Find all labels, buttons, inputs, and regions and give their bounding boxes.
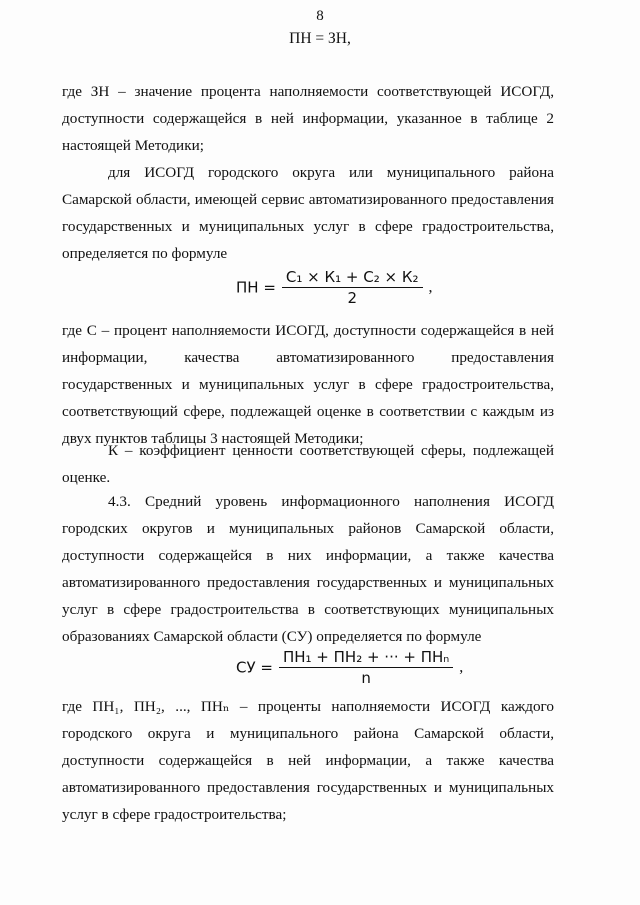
- formula-denominator: n: [361, 669, 371, 687]
- formula-fraction: [279, 648, 453, 687]
- paragraph-text: где ЗН – значение процента наполняемости соответствующей ИСОГД, доступности содержащейся в ней информации, указанное в таблице 2 настоящей Методики;: [62, 83, 554, 154]
- paragraph-text: для ИСОГД городского округа или муниципального района Самарской области, имеющей сервис автоматизированного предоставления государственных и муниципальных услуг в сфере градостроительства, определяется по формуле: [62, 164, 554, 262]
- paragraph-section-4-3: [62, 488, 554, 650]
- paragraph-text: где ПН₁, ПН₂, ..., ПНₙ – проценты наполняемости ИСОГД каждого городского округа и муниципального района Самарской области, доступности содержащейся в ней информации, а также качества автоматизированного предоставления государственных и муниципальных услуг в сфере градостроительства;: [62, 698, 554, 823]
- paragraph-text: где С – процент наполняемости ИСОГД, доступности содержащейся в ней информации, качества автоматизированного предоставления государственных и муниципальных услуг в сфере градостроительства, соответствующий сфере, подлежащей оценке в соответствии с каждым из двух пунктов таблицы 3 настоящей Методики;: [62, 322, 554, 447]
- formula-lhs: СУ =: [236, 658, 273, 677]
- formula-tail: ,: [459, 658, 464, 676]
- formula-numerator: С₁ × К₁ + С₂ × К₂: [282, 268, 423, 288]
- formula-tail: ,: [428, 278, 433, 296]
- paragraph-zn-definition: [62, 78, 554, 159]
- paragraph-text: 4.3. Средний уровень информационного наполнения ИСОГД городских округов и муниципальных районов Самарской области, доступности содержащейся в них информации, а также качества автоматизированного предоставления государственных и муниципальных услуг в сфере градостроительства в соответствующих муниципальных образованиях Самарской области (СУ) определяется по формуле: [62, 493, 554, 645]
- formula-denominator: 2: [347, 289, 357, 307]
- paragraph-c-definition: [62, 317, 554, 452]
- paragraph-pn-list-definition: [62, 693, 554, 828]
- page-number: 8: [316, 8, 324, 24]
- formula-fraction: [282, 268, 423, 307]
- paragraph-text: К – коэффициент ценности соответствующей сферы, подлежащей оценке.: [62, 442, 554, 486]
- formula-lhs: ПН =: [236, 278, 276, 297]
- paragraph-k-definition: [62, 437, 554, 491]
- formula-numerator: ПН₁ + ПН₂ + ··· + ПНₙ: [279, 648, 453, 668]
- paragraph-service-formula-intro: [62, 159, 554, 267]
- formula-pn-weighted: [236, 268, 433, 307]
- formula-pn-equals-zn: ПН = ЗН,: [289, 30, 351, 47]
- formula-su-average: [236, 648, 463, 687]
